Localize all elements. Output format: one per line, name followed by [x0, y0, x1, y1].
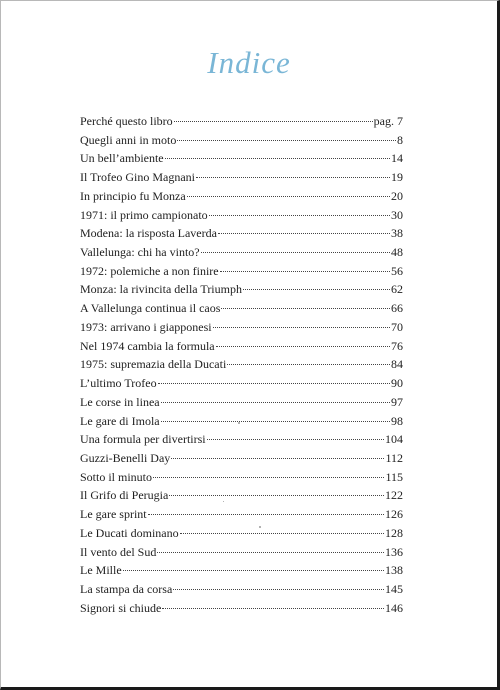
toc-entry-label: Una formula per divertirsi [80, 432, 206, 447]
toc-entry-page-number: 62 [391, 282, 403, 297]
dot-leader [201, 252, 390, 253]
dot-leader [148, 514, 384, 515]
toc-entry-page-number: 20 [391, 188, 403, 203]
dot-leader [177, 140, 396, 141]
dot-leader [171, 458, 384, 459]
dot-leader [158, 383, 390, 384]
dot-leader [213, 327, 390, 328]
toc-entry-page-number: 70 [391, 319, 403, 334]
toc-entry-page-number: 112 [385, 450, 403, 465]
toc-entry-label: Le Mille [80, 563, 122, 578]
toc-entry-label: Le gare di Imola [80, 413, 160, 428]
toc-entry [80, 414, 403, 433]
toc-entry-label: Quegli anni in moto [80, 132, 177, 147]
toc-entry-label: Il Trofeo Gino Magnani [80, 170, 195, 185]
toc-entry [80, 226, 403, 245]
toc-entry-label: 1972: polemiche a non finire [80, 263, 219, 278]
toc-entry-label: In principio fu Monza [80, 188, 186, 203]
toc-entry-page-number: 126 [385, 507, 403, 522]
toc-entry [80, 451, 403, 470]
toc-entry-label: A Vallelunga continua il caos [80, 301, 221, 316]
dot-leader [180, 533, 384, 534]
dot-leader [220, 271, 390, 272]
toc-entry [80, 151, 403, 170]
toc-entry [80, 526, 403, 545]
toc-entry-label: Sotto il minuto [80, 469, 153, 484]
toc-entry-label: Vallelunga: chi ha vinto? [80, 245, 200, 260]
toc-entry [80, 488, 403, 507]
toc-entry [80, 170, 403, 189]
dot-leader [157, 552, 384, 553]
toc-entry-page-number: 146 [385, 600, 403, 615]
toc-entry-label: Signori si chiude [80, 600, 162, 615]
toc-entry-label: 1971: il primo campionato [80, 207, 208, 222]
toc-entry-page-number: 14 [391, 151, 403, 166]
toc-entry [80, 208, 403, 227]
dot-leader [218, 233, 390, 234]
toc-entry-label: Le Ducati dominano [80, 525, 179, 540]
toc-entry-page-number: 136 [385, 544, 403, 559]
dot-leader [221, 308, 390, 309]
toc-entry-label: L’ultimo Trofeo [80, 376, 157, 391]
dot-leader [161, 402, 390, 403]
toc-entry-page-number: 30 [391, 207, 403, 222]
toc-entry [80, 320, 403, 339]
dot-leader [196, 177, 390, 178]
toc-entry-label: Modena: la risposta Laverda [80, 226, 217, 241]
toc-entry [80, 114, 403, 133]
toc-entry-label: 1973: arrivano i giapponesi [80, 319, 212, 334]
toc-entry [80, 601, 403, 620]
toc-entry-page-number: 48 [391, 245, 403, 260]
dot-leader [162, 608, 384, 609]
dot-leader [209, 215, 390, 216]
dot-leader [123, 570, 384, 571]
toc-entry-page-number: 128 [385, 525, 403, 540]
toc-entry [80, 582, 403, 601]
dot-leader [227, 364, 390, 365]
toc-entry [80, 545, 403, 564]
toc-entry-label: Le corse in linea [80, 394, 160, 409]
toc-entry-page-number: 145 [385, 581, 403, 596]
toc-entry-label: Monza: la rivincita della Triumph [80, 282, 242, 297]
toc-entry-page-number: 56 [391, 263, 403, 278]
toc-entry-page-number: 115 [385, 469, 403, 484]
toc-entry-page-number: 98 [391, 413, 403, 428]
dot-leader [173, 589, 384, 590]
toc-entry-label: La stampa da corsa [80, 581, 173, 596]
dot-leader [187, 196, 390, 197]
toc-entry [80, 264, 403, 283]
toc-entry [80, 339, 403, 358]
toc-entry [80, 282, 403, 301]
toc-entry [80, 357, 403, 376]
toc-entry-label: Guzzi-Benelli Day [80, 450, 171, 465]
dot-leader [165, 158, 390, 159]
toc-entry [80, 189, 403, 208]
toc-entry-page-number: 19 [391, 170, 403, 185]
toc-entry-page-number: 84 [391, 357, 403, 372]
page-title: Indice [207, 45, 291, 80]
toc-entry-label: Perché questo libro [80, 114, 173, 128]
dot-leader [207, 439, 384, 440]
dot-leader [153, 477, 384, 478]
toc-entry [80, 301, 403, 320]
toc-entry [80, 563, 403, 582]
toc-entry-page-number: 66 [391, 301, 403, 316]
toc-entry-page-number: 138 [385, 563, 403, 578]
dot-leader [161, 421, 390, 422]
toc-entry [80, 245, 403, 264]
toc-entry [80, 395, 403, 414]
dot-leader [216, 346, 390, 347]
toc-entry-page-number: 76 [391, 338, 403, 353]
table-of-contents [80, 114, 403, 619]
toc-entry [80, 376, 403, 395]
toc-entry-page-number: 97 [391, 394, 403, 409]
dot-leader [243, 289, 390, 290]
toc-entry-label: Il Grifo di Perugia [80, 488, 169, 503]
toc-entry-page-number: 122 [385, 488, 403, 503]
toc-entry-page-number: 90 [391, 376, 403, 391]
toc-entry-label: Un bell’ambiente [80, 151, 164, 166]
toc-entry [80, 470, 403, 489]
toc-entry [80, 507, 403, 526]
toc-entry [80, 432, 403, 451]
toc-entry-label: Il vento del Sud [80, 544, 157, 559]
toc-entry [80, 133, 403, 152]
dot-leader [169, 495, 384, 496]
toc-entry-page-number: pag. 7 [373, 114, 403, 128]
dot-leader [174, 121, 373, 122]
toc-entry-page-number: 104 [385, 432, 403, 447]
toc-entry-label: Nel 1974 cambia la formula [80, 338, 215, 353]
toc-entry-page-number: 38 [391, 226, 403, 241]
toc-entry-label: Le gare sprint [80, 507, 147, 522]
toc-entry-page-number: 8 [397, 132, 403, 147]
toc-entry-label: 1975: supremazia della Ducati [80, 357, 227, 372]
